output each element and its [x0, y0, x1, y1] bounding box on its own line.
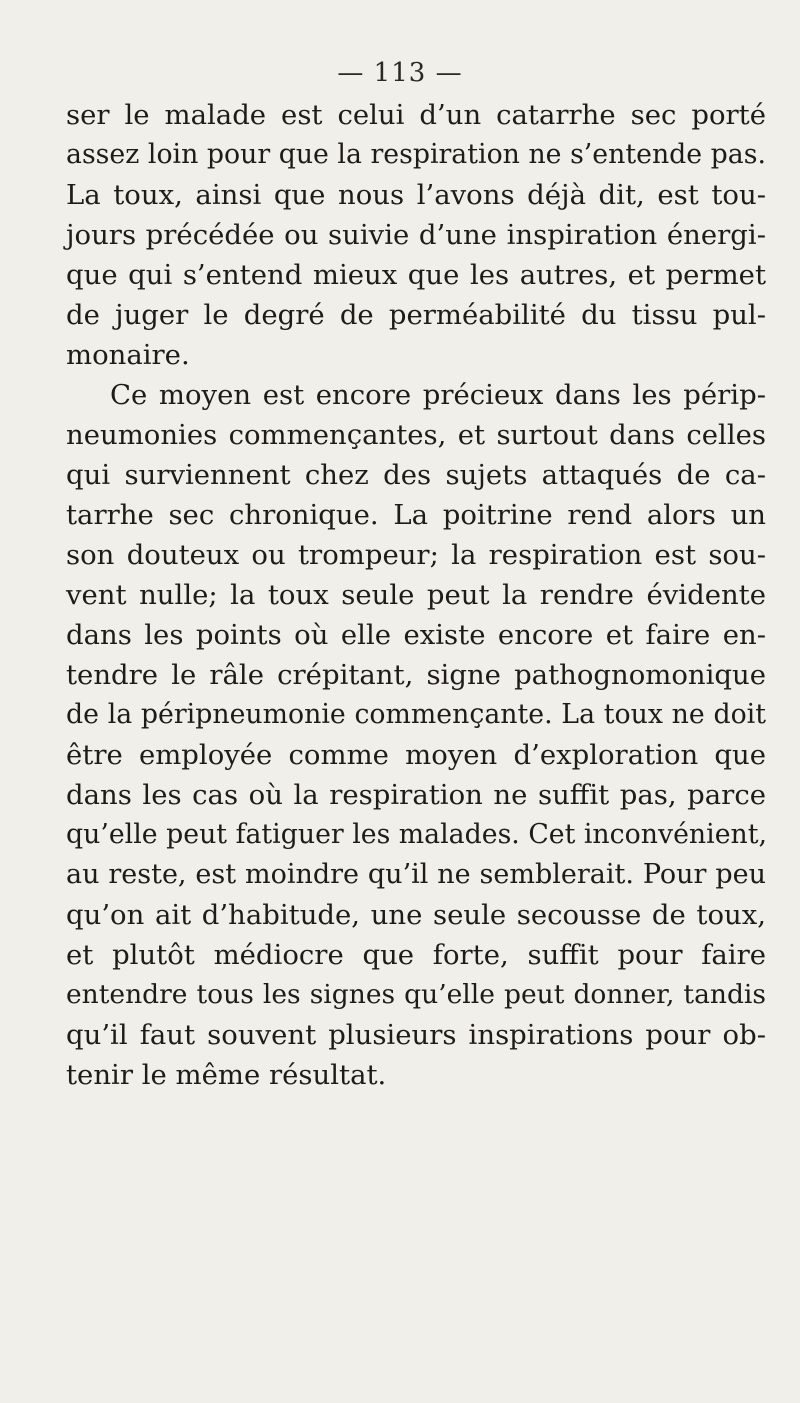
body-text [66, 95, 766, 1095]
text-line: dans les cas où la respiration ne suffit pas, parce [66, 779, 766, 811]
text-line: monaire. [66, 339, 190, 371]
text-line: au reste, est moindre qu’il ne semblerait. Pour peu [66, 859, 766, 890]
text-line: de la péripneumonie commençante. La toux ne doit [66, 699, 766, 730]
text-line: qu’elle peut fatiguer les malades. Cet inconvénient, [66, 819, 767, 850]
text-line: Ce moyen est encore précieux dans les périp- [110, 379, 766, 411]
text-line: dans les points où elle existe encore et faire en- [66, 619, 766, 651]
text-line: son douteux ou trompeur; la respiration est sou- [66, 539, 766, 571]
text-line: qui surviennent chez des sujets attaqués de ca- [66, 459, 766, 491]
text-line: qu’on ait d’habitude, une seule secousse de toux, [66, 899, 766, 931]
text-line: neumonies commençantes, et surtout dans celles [66, 419, 766, 451]
text-line: La toux, ainsi que nous l’avons déjà dit, est tou- [66, 179, 766, 211]
text-line: et plutôt médiocre que forte, suffit pour faire [66, 939, 766, 971]
text-line: jours précédée ou suivie d’une inspiration énergi- [66, 219, 766, 251]
text-line: vent nulle; la toux seule peut la rendre évidente [66, 579, 766, 611]
text-line: assez loin pour que la respiration ne s’entende pas. [66, 139, 766, 170]
text-line: ser le malade est celui d’un catarrhe sec porté [66, 99, 766, 131]
text-line: être employée comme moyen d’exploration que [66, 739, 766, 771]
text-line: tenir le même résultat. [66, 1059, 387, 1091]
text-line: entendre tous les signes qu’elle peut donner, tandis [66, 979, 766, 1010]
text-line: que qui s’entend mieux que les autres, et permet [66, 259, 766, 291]
paragraph-1 [66, 95, 766, 375]
text-line: tarrhe sec chronique. La poitrine rend alors un [66, 499, 766, 531]
paragraph-2 [66, 375, 766, 1095]
text-line: de juger le degré de perméabilité du tissu pul- [66, 299, 766, 331]
text-line: qu’il faut souvent plusieurs inspirations pour ob- [66, 1019, 766, 1051]
text-line: tendre le râle crépitant, signe pathognomonique [66, 659, 766, 691]
page-number: — 113 — [337, 58, 463, 88]
